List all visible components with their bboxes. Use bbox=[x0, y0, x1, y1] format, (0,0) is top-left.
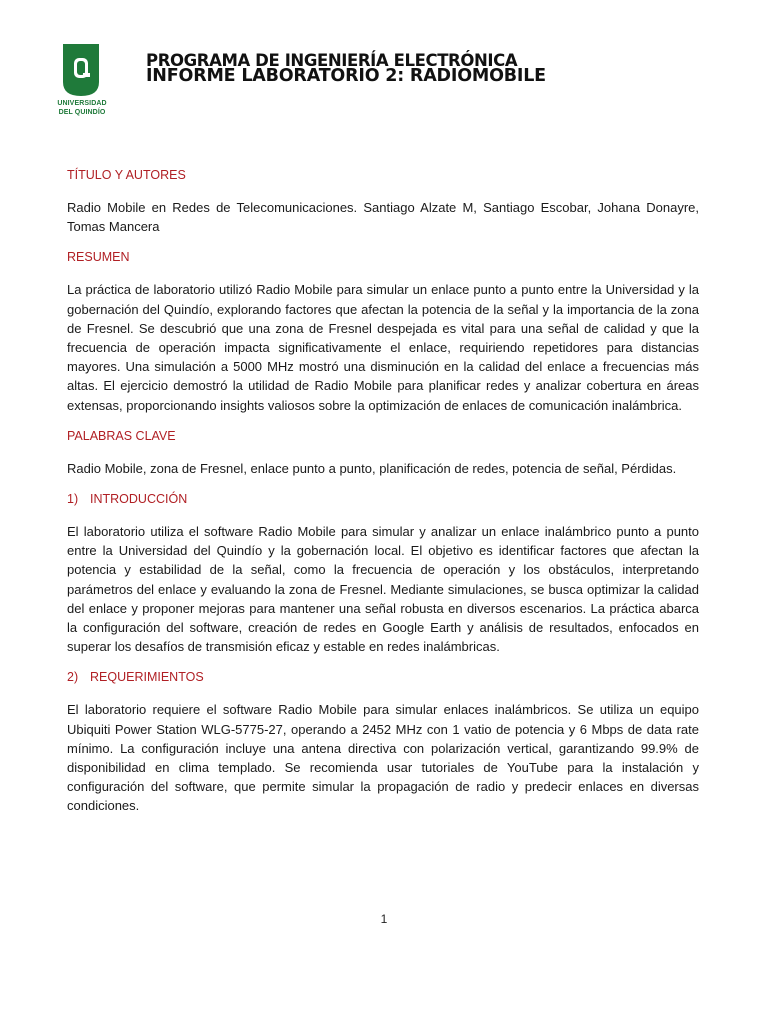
section-heading-requerimientos bbox=[67, 668, 699, 687]
section-text-titulo: Radio Mobile en Redes de Telecomunicaciones. Santiago Alzate M, Santiago Escobar, Johana Donayre, Tomas Mancera bbox=[67, 200, 699, 235]
section-heading-label: INTRODUCCIÓN bbox=[90, 492, 188, 507]
section-heading-introduccion bbox=[67, 490, 699, 509]
program-name: PROGRAMA DE INGENIERÍA ELECTRÓNICA bbox=[146, 51, 518, 70]
section-heading-palabras: PALABRAS CLAVE bbox=[67, 428, 176, 443]
logo-text-line1: UNIVERSIDAD bbox=[57, 100, 107, 107]
logo-text-line2: DEL QUINDÍO bbox=[58, 109, 106, 116]
section-number: 2) bbox=[67, 670, 79, 685]
university-shield-icon bbox=[63, 44, 99, 96]
section-heading-label: REQUERIMIENTOS bbox=[90, 670, 204, 685]
report-title: INFORME LABORATORIO 2: RADIOMOBILE bbox=[146, 66, 546, 86]
section-number: 1) bbox=[67, 492, 79, 507]
section-text-introduccion: El laboratorio utiliza el software Radio Mobile para simular y analizar un enlace inalámbrico punto a punto entre la Universidad del Quindío y la gobernación local. El objetivo es identificar factores que afectan la potencia y estabilidad de la señal, como la frecuencia de operación y los obstáculos, interpretando parámetros del enlace y evaluando la zona de Fresnel. Mediante simulaciones, se busca optimizar la calidad del enlace y proponer mejoras para mantener una señal robusta en diversos escenarios. La práctica abarca la configuración del software, creación de redes en Google Earth y análisis de resultados, enfocados en superar los desafíos de transmisión eficaz y estable en redes inalámbricas. bbox=[67, 524, 699, 655]
section-heading-resumen: RESUMEN bbox=[67, 250, 130, 265]
section-heading-titulo: TÍTULO Y AUTORES bbox=[67, 168, 186, 182]
university-logo bbox=[52, 44, 112, 118]
section-text-resumen: La práctica de laboratorio utilizó Radio Mobile para simular un enlace punto a punto entre la Universidad y la gobernación del Quindío, explorando factores que afectan la potencia de la señal y la importancia de la zona de Fresnel. Se descubrió que una zona de Fresnel despejada es vital para una señal de calidad y que la frecuencia de operación impacta significativamente el enlace, requiriendo repetidores para distancias mayores. Una simulación a 5000 MHz mostró una disminución en la calidad del enlace a frecuencias más altas. El ejercicio demostró la utilidad de Radio Mobile para planificar redes y analizar cobertura en áreas extensas, proporcionando insights valiosos sobre la optimización de enlaces de comunicación inalámbrica. bbox=[67, 282, 699, 413]
document-body bbox=[67, 166, 699, 816]
section-text-requerimientos: El laboratorio requiere el software Radio Mobile para simular enlaces inalámbricos. Se utiliza un equipo Ubiquiti Power Station WLG-5775-27, operando a 2452 MHz con 1 vatio de potencia y 6 Mbps de data rate mínimo. La configuración incluye una antena directiva con polarización vertical, garantizando 99.9% de disponibilidad en clima templado. Se recomienda usar tutoriales de YouTube para la instalación y configuración del software, que permite simular la propagación de radio y predecir enlaces en diversas condiciones. bbox=[67, 702, 699, 814]
section-text-palabras: Radio Mobile, zona de Fresnel, enlace punto a punto, planificación de redes, potencia de señal, Pérdidas. bbox=[67, 460, 677, 476]
page-number: 1 bbox=[380, 912, 388, 926]
